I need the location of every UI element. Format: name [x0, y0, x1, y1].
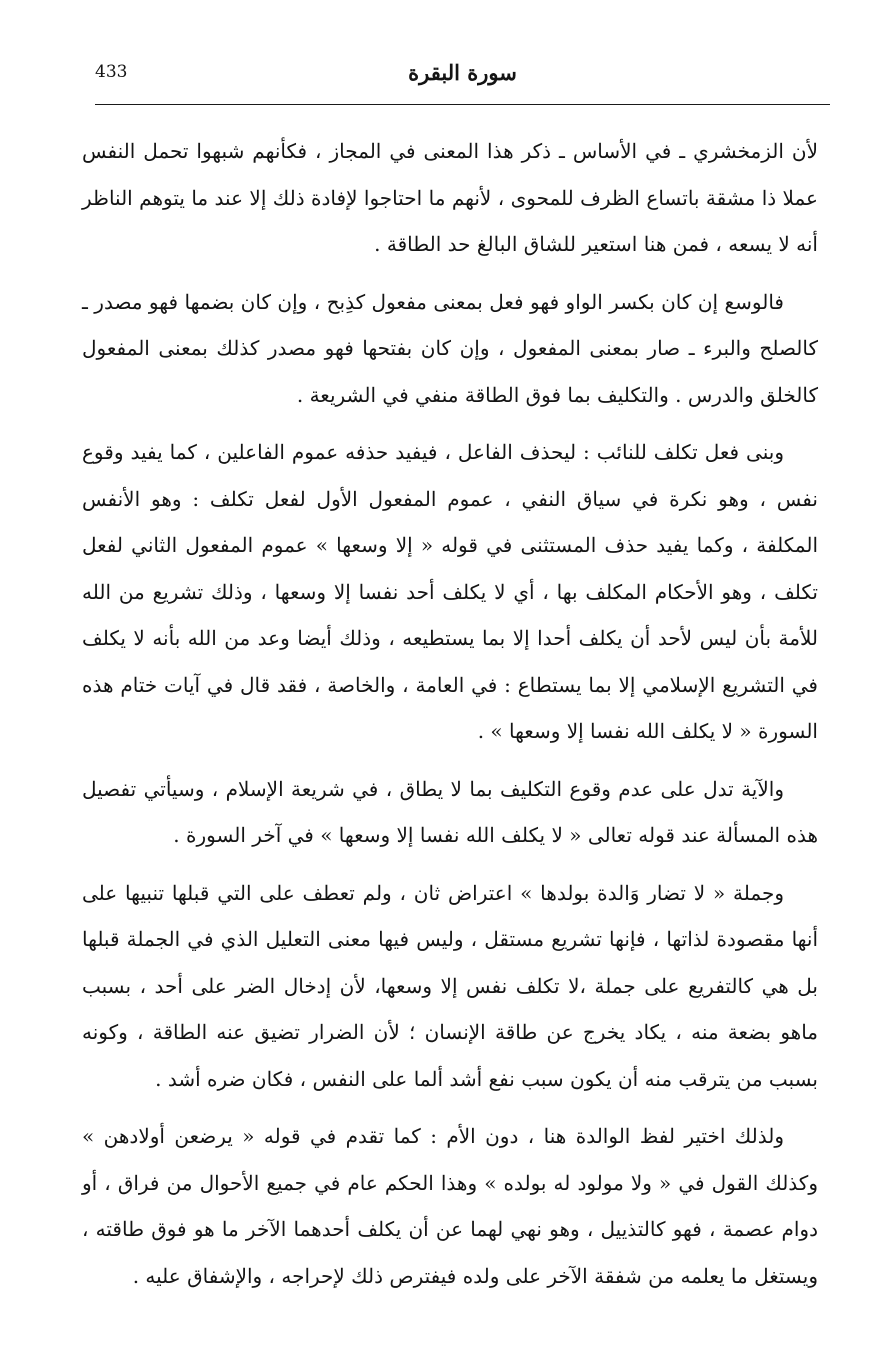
- page-number: 433: [95, 62, 128, 82]
- paragraph: وجملة « لا تضار وَالدة بولدها » اعتراض ثان ، ولم تعطف على التي قبلها تنبيها على أنها مقصودة لذاتها ، فإنها تشريع مستقل ، وليس فيها معنى التعليل الذي في الجملة قبلها بل هي كالتفريع على جملة ،لا تكلف نفس إلا وسعها، لأن إدخال الضر على أحد ، بسبب ماهو بضعة منه ، يكاد يخرج عن طاقة الإنسان ؛ لأن الضرار تضيق عنه الطاقة ، وكونه بسبب من يترقب منه أن يكون سبب نفع أشد ألما على النفس ، فكان ضره أشد .: [82, 880, 818, 1091]
- paragraph: فالوسع إن كان بكسر الواو فهو فعل بمعنى مفعول كذِبح ، وإن كان بضمها فهو مصدر ـ كالصلح والبرء ـ صار بمعنى المفعول ، وإن كان بفتحها فهو مصدر كذلك بمعنى المفعول كالخلق والدرس . والتكليف بما فوق الطاقة منفي في الشريعة .: [82, 289, 818, 407]
- paragraph: وبنى فعل تكلف للنائب : ليحذف الفاعل ، فيفيد حذفه عموم الفاعلين ، كما يفيد وقوع نفس ، وهو نكرة في سياق النفي ، عموم المفعول الأول لفعل تكلف : وهو الأنفس المكلفة ، وكما يفيد حذف المستثنى في قوله « إلا وسعها » عموم المفعول الثاني لفعل تكلف ، وهو الأحكام المكلف بها ، أي لا يكلف أحد نفسا إلا وسعها ، وذلك تشريع من الله للأمة بأن ليس لأحد أن يكلف أحدا إلا بما يستطيعه ، وذلك أيضا وعد من الله بأنه لا يكلف في التشريع الإسلامي إلا بما يستطاع : في العامة ، والخاصة ، فقد قال في آيات ختام هذه السورة « لا يكلف الله نفسا إلا وسعها » .: [82, 440, 818, 743]
- page-header: [95, 58, 830, 105]
- paragraph: لأن الزمخشري ـ في الأساس ـ ذكر هذا المعنى في المجاز ، فكأنهم شبهوا تحمل النفس عملا ذا مشقة باتساع الظرف للمحوى ، لأنهم ما احتاجوا لإفادة ذلك إلا عند ما يتوهم الناظر أنه لا يسعه ، فمن هنا استعير للشاق البالغ حد الطاقة .: [82, 139, 818, 256]
- paragraph: ولذلك اختير لفظ الوالدة هنا ، دون الأم : كما تقدم في قوله « يرضعن أولادهن » وكذلك القول في « ولا مولود له بولده » وهذا الحكم عام في جميع الأحوال من فراق ، أو دوام عصمة ، فهو كالتذييل ، وهو نهي لهما عن أن يكلف أحدهما الآخر ما هو فوق طاقته ، ويستغل ما يعلمه من شفقة الآخر على ولده فيفترص ذلك لإحراجه ، والإشفاق عليه .: [82, 1124, 818, 1288]
- page-body: [82, 128, 818, 1310]
- paragraph: والآية تدل على عدم وقوع التكليف بما لا يطاق ، في شريعة الإسلام ، وسيأتي تفصيل هذه المسألة عند قوله تعالى « لا يكلف الله نفسا إلا وسعها » في آخر السورة .: [82, 776, 818, 847]
- running-title: سورة البقرة: [408, 60, 517, 85]
